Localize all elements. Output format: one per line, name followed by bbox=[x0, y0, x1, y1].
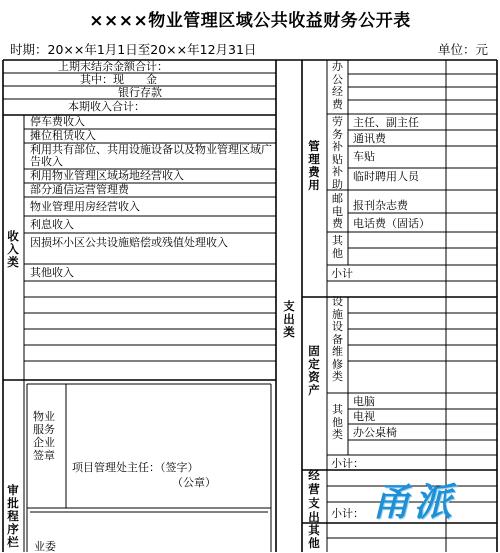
income-section-label: 收入类 bbox=[7, 229, 19, 269]
current-income-label: 本期收入合计： bbox=[68, 100, 145, 113]
management-fees-label: 管理费用 bbox=[308, 139, 320, 192]
other-expense-label: 其他 bbox=[308, 523, 320, 550]
post-telecom-label: 邮电费 bbox=[332, 192, 343, 230]
fixed-item-computer: 电脑 bbox=[353, 395, 375, 408]
income-item-ad: 利用共有部位、共用设施设备以及物业管理区域广告收入 bbox=[30, 143, 272, 168]
bank-deposit-label: 银行存款 bbox=[118, 86, 162, 99]
fixed-other-label: 其他类 bbox=[332, 403, 343, 441]
manager-sign-label: 项目管理处主任：（签字） bbox=[72, 461, 199, 474]
approval-section-label: 审批程序栏 bbox=[7, 483, 19, 549]
labor-item-temp-staff: 临时聘用人员 bbox=[353, 170, 419, 183]
income-item-telecom: 部分通信运营管理费 bbox=[30, 183, 129, 196]
unit-label: 单位：元 bbox=[437, 42, 488, 57]
labor-item-car: 车贴 bbox=[353, 150, 375, 163]
operating-expense-label: 经营支出 bbox=[308, 468, 320, 524]
company-sign-label: 物业服务企业签章 bbox=[33, 410, 55, 462]
watermark-text: 甬派 bbox=[372, 479, 457, 524]
income-item-site: 利用物业管理区域场地经营收入 bbox=[30, 169, 184, 182]
office-fees-label: 办公经费 bbox=[332, 60, 343, 111]
prev-balance-label: 上期末结余金额合计： bbox=[58, 60, 168, 73]
post-item-newspaper: 报刊杂志费 bbox=[353, 199, 408, 212]
cash-label: 其中：现 金 bbox=[80, 73, 157, 86]
bottom-partial-label: 业委 bbox=[34, 540, 56, 553]
report-title: ××××物业管理区域公共收益财务公开表 bbox=[89, 11, 411, 31]
labor-item-communication: 通讯费 bbox=[353, 132, 386, 145]
post-item-phone: 电话费（固话） bbox=[353, 217, 430, 230]
operating-subtotal-label: 小计： bbox=[331, 507, 364, 520]
maintenance-label: 设施设备维修类 bbox=[332, 295, 343, 383]
income-item-parking: 停车费收入 bbox=[30, 115, 85, 128]
labor-subsidy-label: 劳务补贴补助 bbox=[332, 115, 343, 191]
income-item-interest: 利息收入 bbox=[30, 218, 74, 231]
period-label: 时期：20××年1月1日至20××年12月31日 bbox=[10, 42, 257, 57]
fixed-item-desk: 办公桌椅 bbox=[353, 426, 397, 439]
expense-section-label: 支出类 bbox=[283, 299, 295, 339]
income-item-compensation: 因损坏小区公共设施赔偿或残值处理收入 bbox=[30, 236, 228, 249]
income-item-office-room: 物业管理用房经营收入 bbox=[30, 200, 140, 213]
fixed-subtotal-label: 小计： bbox=[331, 457, 364, 470]
mgmt-subtotal-label: 小计 bbox=[331, 267, 353, 280]
labor-item-director: 主任、副主任 bbox=[353, 116, 419, 129]
watermark-logo bbox=[372, 474, 482, 530]
fixed-item-tv: 电视 bbox=[353, 410, 375, 423]
mgmt-other-label: 其他 bbox=[332, 234, 343, 260]
seal-label: （公章） bbox=[172, 476, 216, 489]
income-item-other: 其他收入 bbox=[30, 266, 74, 279]
fixed-assets-label: 固定资产 bbox=[308, 344, 320, 397]
income-item-stall-rent: 摊位租赁收入 bbox=[30, 129, 96, 142]
